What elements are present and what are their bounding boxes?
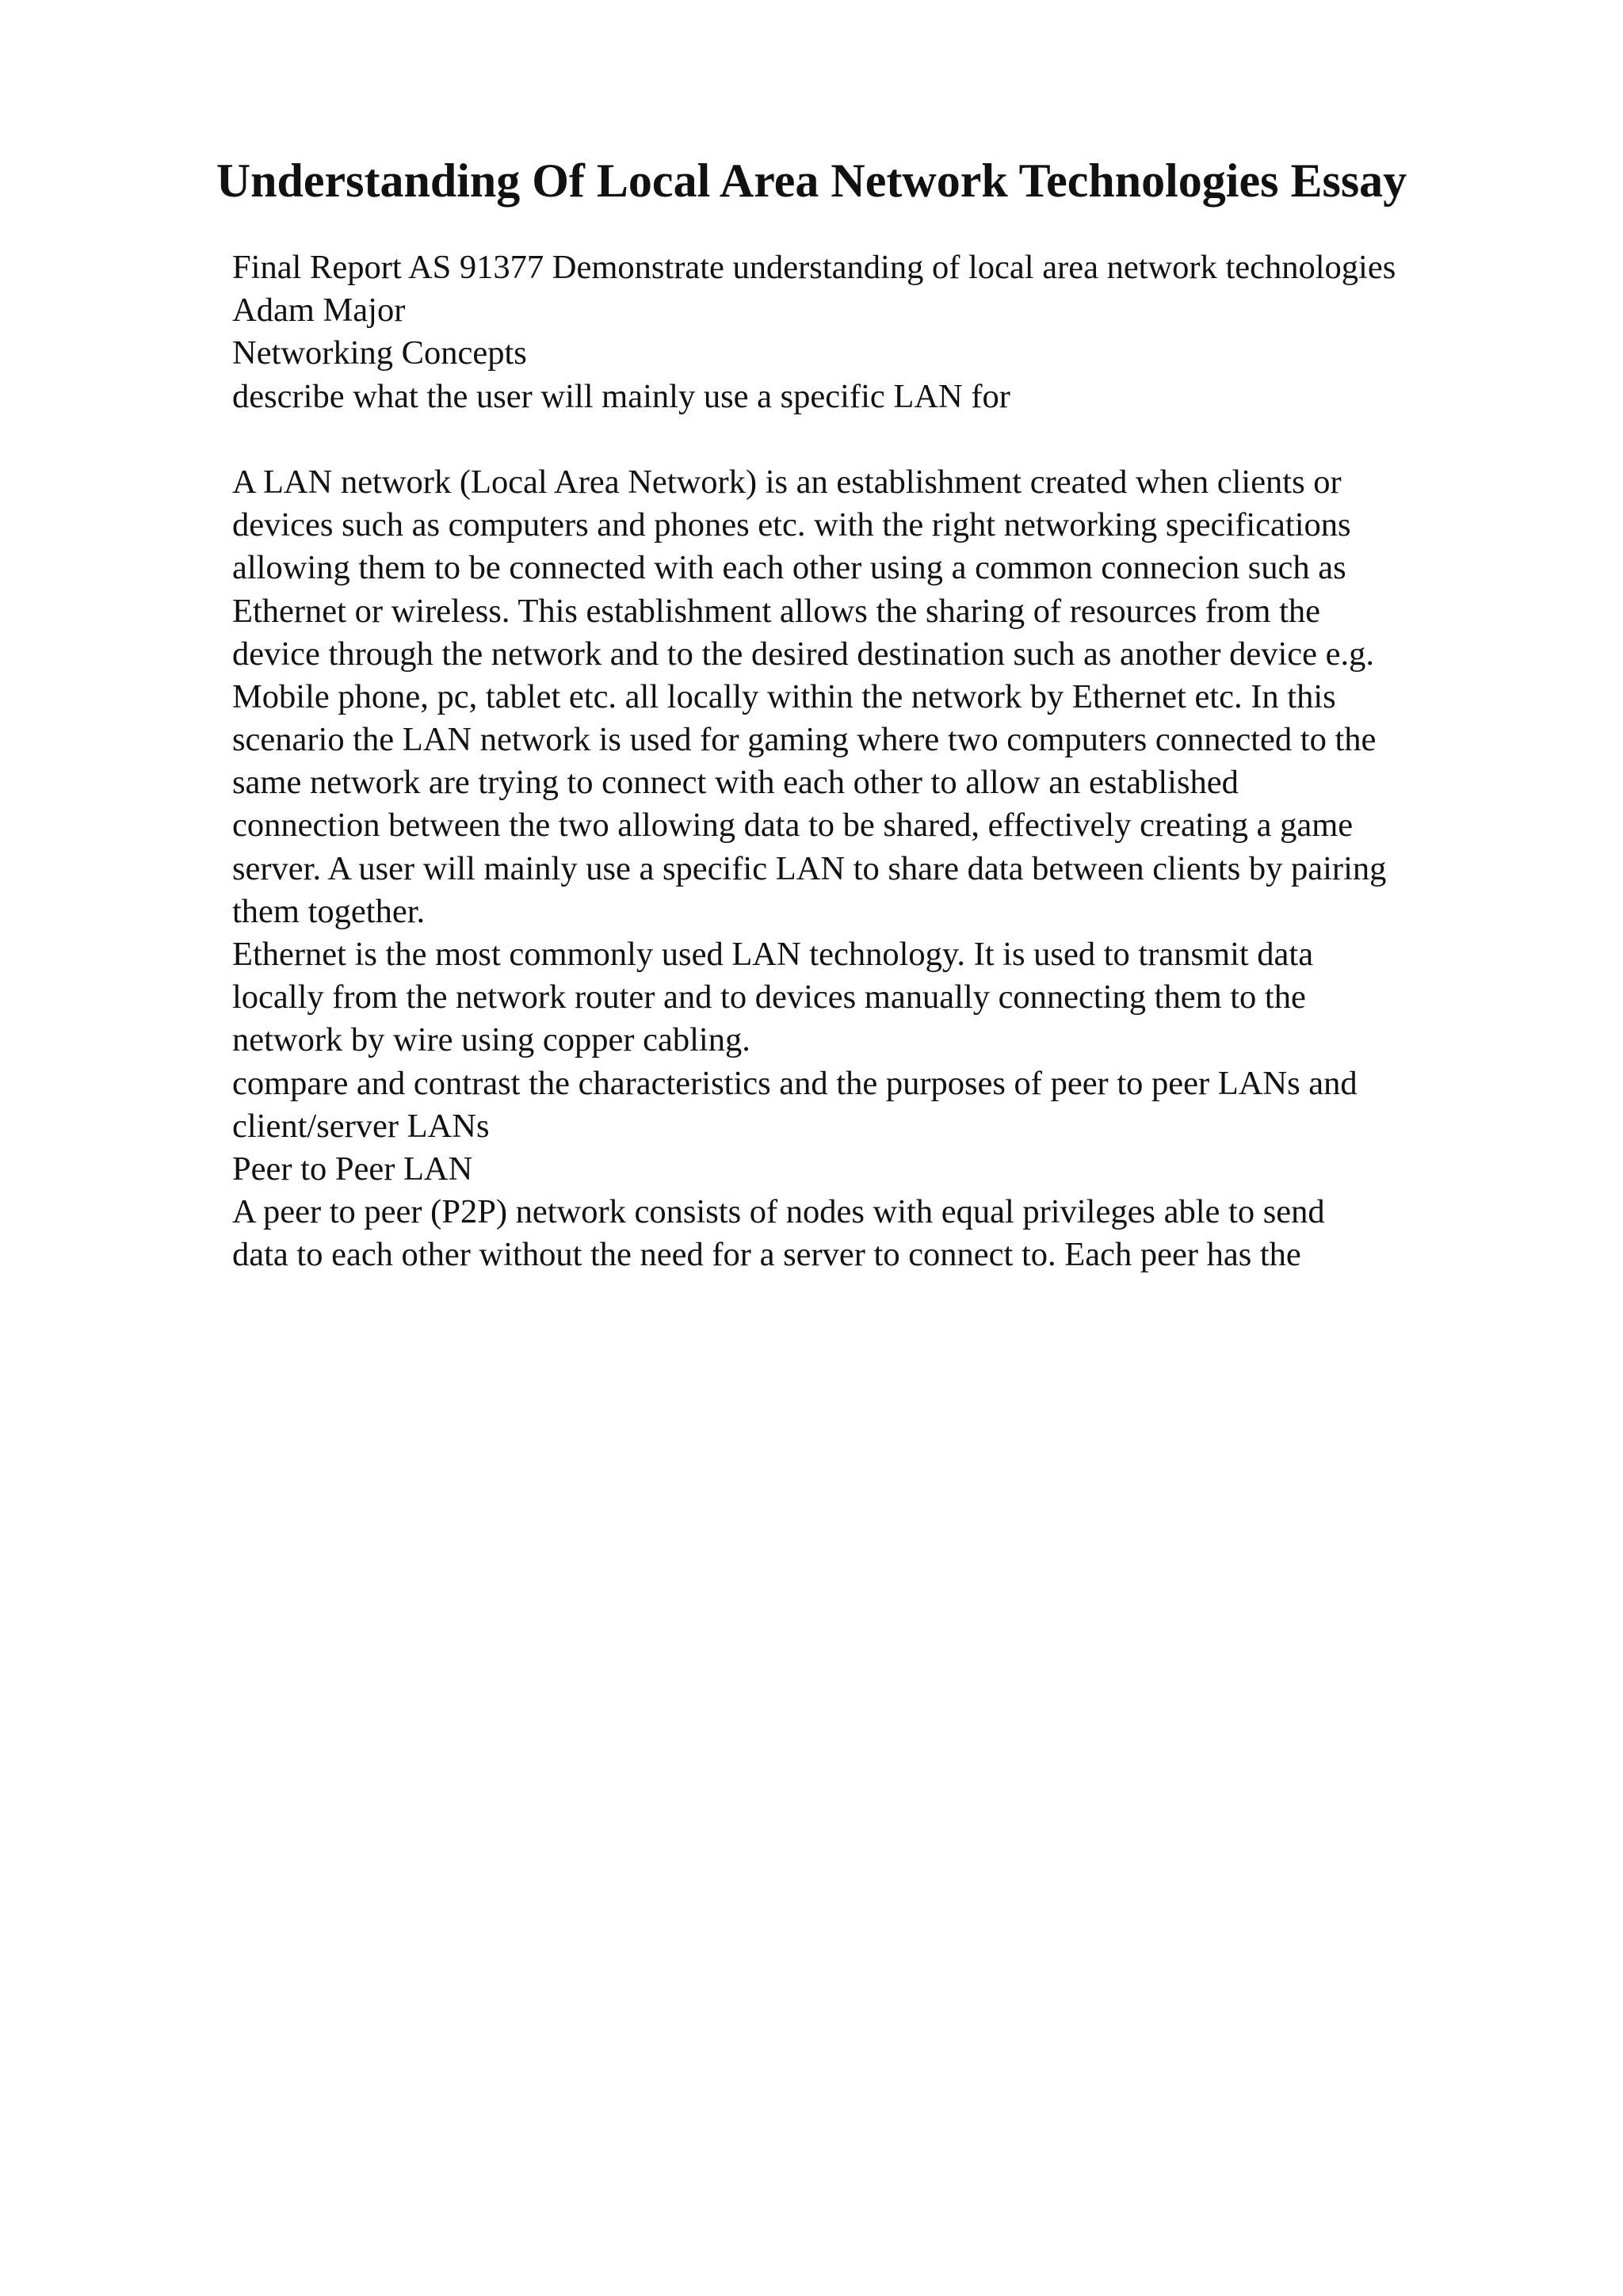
document-title: Understanding Of Local Area Network Technologies Essay bbox=[216, 154, 1407, 207]
paragraph-line: Ethernet is the most commonly used LAN technology. It is used to transmit data bbox=[232, 936, 1314, 973]
paragraph-line: Ethernet or wireless. This establishment allows the sharing of resources from the bbox=[232, 592, 1321, 630]
paragraph-line: A LAN network (Local Area Network) is an establishment created when clients or bbox=[232, 463, 1342, 501]
paragraph-line: devices such as computers and phones etc. with the right networking specifications bbox=[232, 506, 1351, 544]
paragraph-line: Mobile phone, pc, tablet etc. all locally within the network by Ethernet etc. In this bbox=[232, 677, 1336, 715]
author-name: Adam Major bbox=[232, 292, 406, 330]
task-prompt: client/server LANs bbox=[232, 1107, 490, 1145]
section-heading: Peer to Peer LAN bbox=[232, 1150, 473, 1188]
paragraph-line: connection between the two allowing data to be shared, effectively creating a game bbox=[232, 807, 1354, 845]
header-line: Final Report AS 91377 Demonstrate understanding of local area network technologies bbox=[232, 249, 1396, 286]
paragraph-line: scenario the LAN network is used for gaming where two computers connected to the bbox=[232, 721, 1377, 759]
paragraph-line: server. A user will mainly use a specific LAN to share data between clients by pairing bbox=[232, 849, 1387, 887]
paragraph-line: device through the network and to the desired destination such as another device e.g. bbox=[232, 635, 1374, 673]
paragraph-line: them together. bbox=[232, 892, 426, 930]
task-prompt: describe what the user will mainly use a specific LAN for bbox=[232, 377, 1010, 415]
paragraph-line: same network are trying to connect with each other to allow an established bbox=[232, 764, 1239, 802]
paragraph-line: data to each other without the need for a server to connect to. Each peer has the bbox=[232, 1236, 1301, 1274]
paragraph-line: locally from the network router and to devices manually connecting them to the bbox=[232, 978, 1306, 1016]
section-heading: Networking Concepts bbox=[232, 334, 527, 372]
task-prompt: compare and contrast the characteristics and the purposes of peer to peer LANs and bbox=[232, 1064, 1358, 1102]
paragraph-gap bbox=[232, 418, 1595, 461]
paragraph-line: network by wire using copper cabling. bbox=[232, 1021, 750, 1059]
paragraph-line: A peer to peer (P2P) network consists of nodes with equal privileges able to send bbox=[232, 1193, 1325, 1231]
document-body bbox=[232, 246, 1595, 1277]
paragraph-line: allowing them to be connected with each other using a common connecion such as bbox=[232, 549, 1346, 587]
